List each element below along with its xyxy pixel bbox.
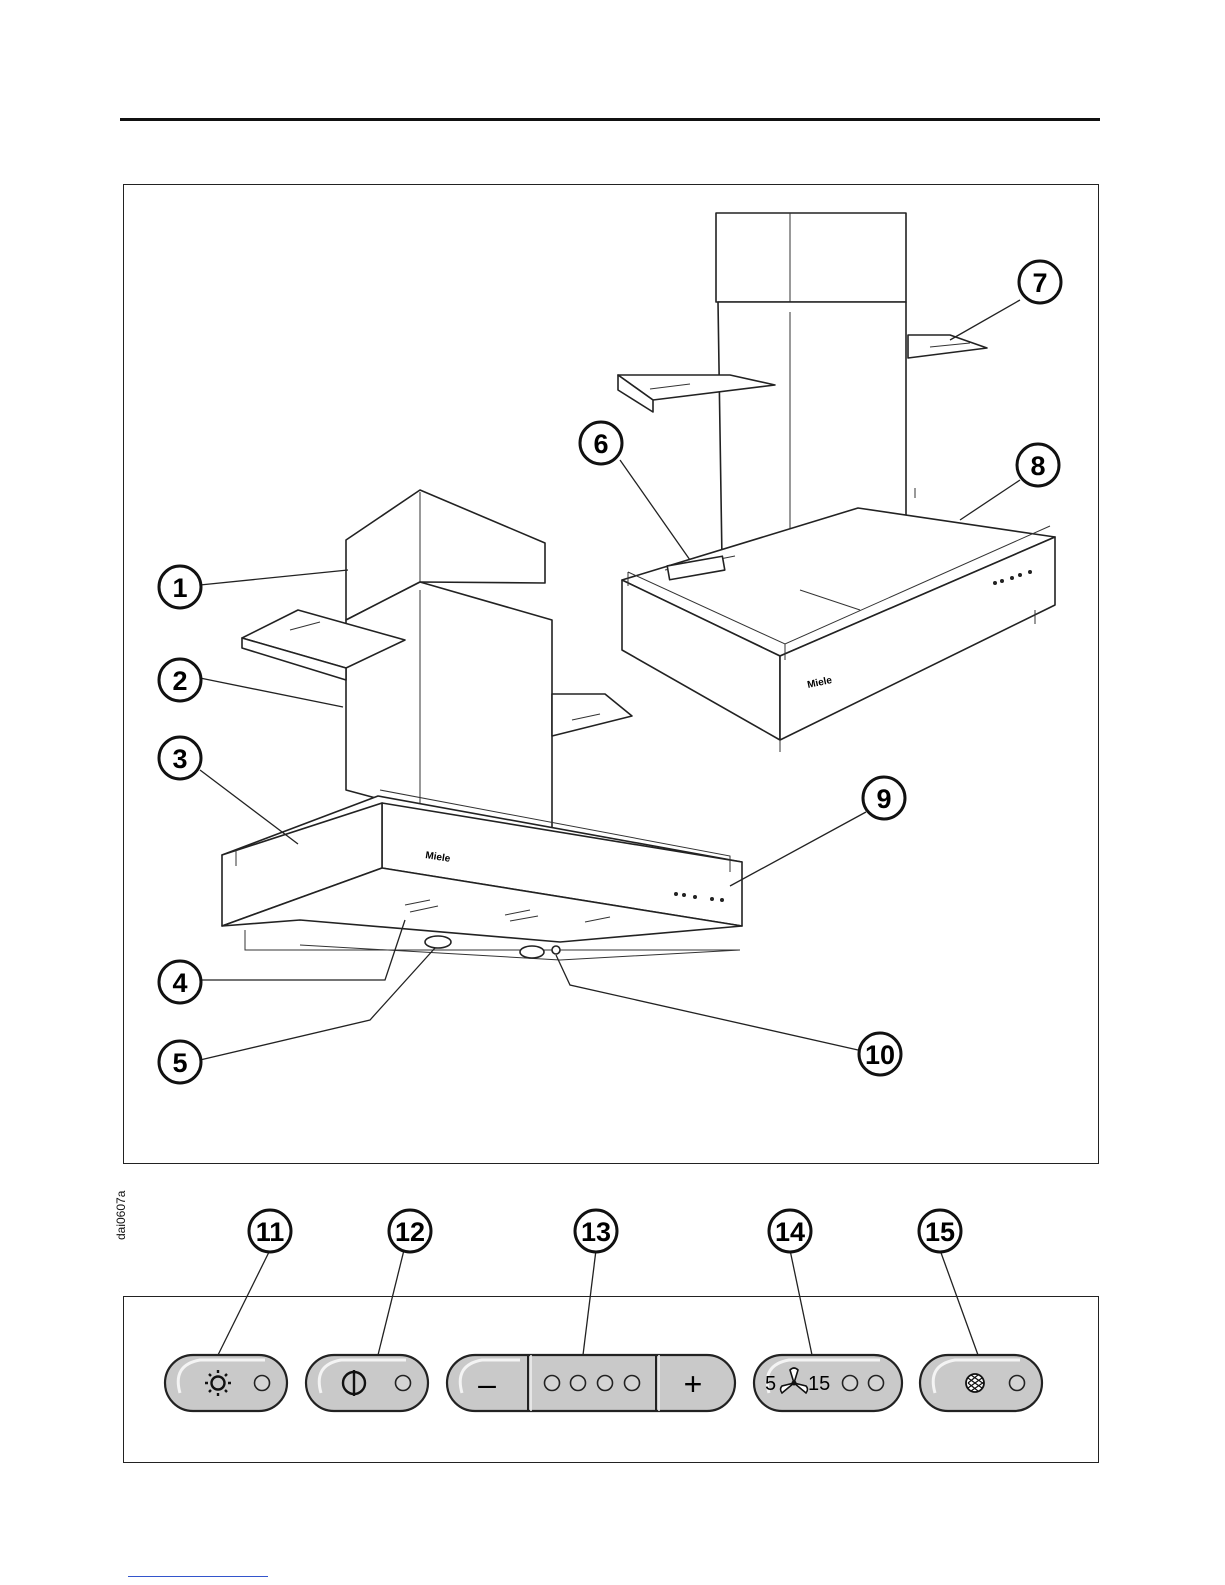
svg-text:3: 3 [172,744,188,774]
front-hood-brand: Miele [424,850,451,865]
fan-level-led [598,1376,613,1391]
svg-text:14: 14 [774,1217,806,1247]
callout-5 [159,1041,201,1083]
svg-text:1: 1 [172,573,188,603]
light-led [255,1376,270,1391]
svg-text:4: 4 [172,968,188,998]
callout-11 [249,1210,291,1252]
light-button[interactable] [165,1355,287,1411]
callout-2 [159,659,201,701]
callout-8 [1017,444,1059,486]
svg-text:6: 6 [593,429,609,459]
callout-6 [580,422,622,464]
svg-text:12: 12 [394,1217,426,1247]
fan-level-led [545,1376,560,1391]
callout-10 [859,1033,901,1075]
fan-speed-minus-button[interactable]: – [478,1366,496,1402]
grease-filter-icon [966,1374,984,1392]
svg-text:15: 15 [924,1217,956,1247]
callout-12 [389,1210,431,1252]
callout-4 [159,961,201,1003]
callout-15 [919,1210,961,1252]
halogen-light [425,936,451,948]
power-button[interactable] [306,1355,428,1411]
figure-code: dai0607a [114,1190,128,1240]
callout-13 [575,1210,617,1252]
callout-9 [863,777,905,819]
svg-text:2: 2 [172,666,188,696]
callout-1 [159,566,201,608]
rear-hood-illustration [618,213,1055,752]
timer-led [843,1376,858,1391]
sensor [552,946,560,954]
front-hood-illustration [222,490,742,960]
fan-level-led [625,1376,640,1391]
timer-high-label: 15 [808,1373,831,1395]
filter-led [1010,1376,1025,1391]
halogen-light [520,946,544,958]
callout-3 [159,737,201,779]
svg-text:8: 8 [1030,451,1046,481]
callout-14 [769,1210,811,1252]
run-on-timer-button[interactable] [754,1355,902,1411]
rear-hood-brand: Miele [806,674,834,691]
svg-text:5: 5 [172,1048,188,1078]
svg-text:9: 9 [876,784,892,814]
power-led [396,1376,411,1391]
callout-7 [1019,261,1061,303]
timer-led [869,1376,884,1391]
svg-text:11: 11 [255,1217,285,1247]
svg-text:7: 7 [1032,268,1048,298]
svg-text:13: 13 [580,1217,612,1247]
fan-speed-plus-button[interactable]: + [683,1366,703,1402]
svg-text:10: 10 [864,1040,896,1070]
timer-low-label: 5 [765,1373,777,1395]
fan-level-led [571,1376,586,1391]
grease-filter-button[interactable] [920,1355,1042,1411]
